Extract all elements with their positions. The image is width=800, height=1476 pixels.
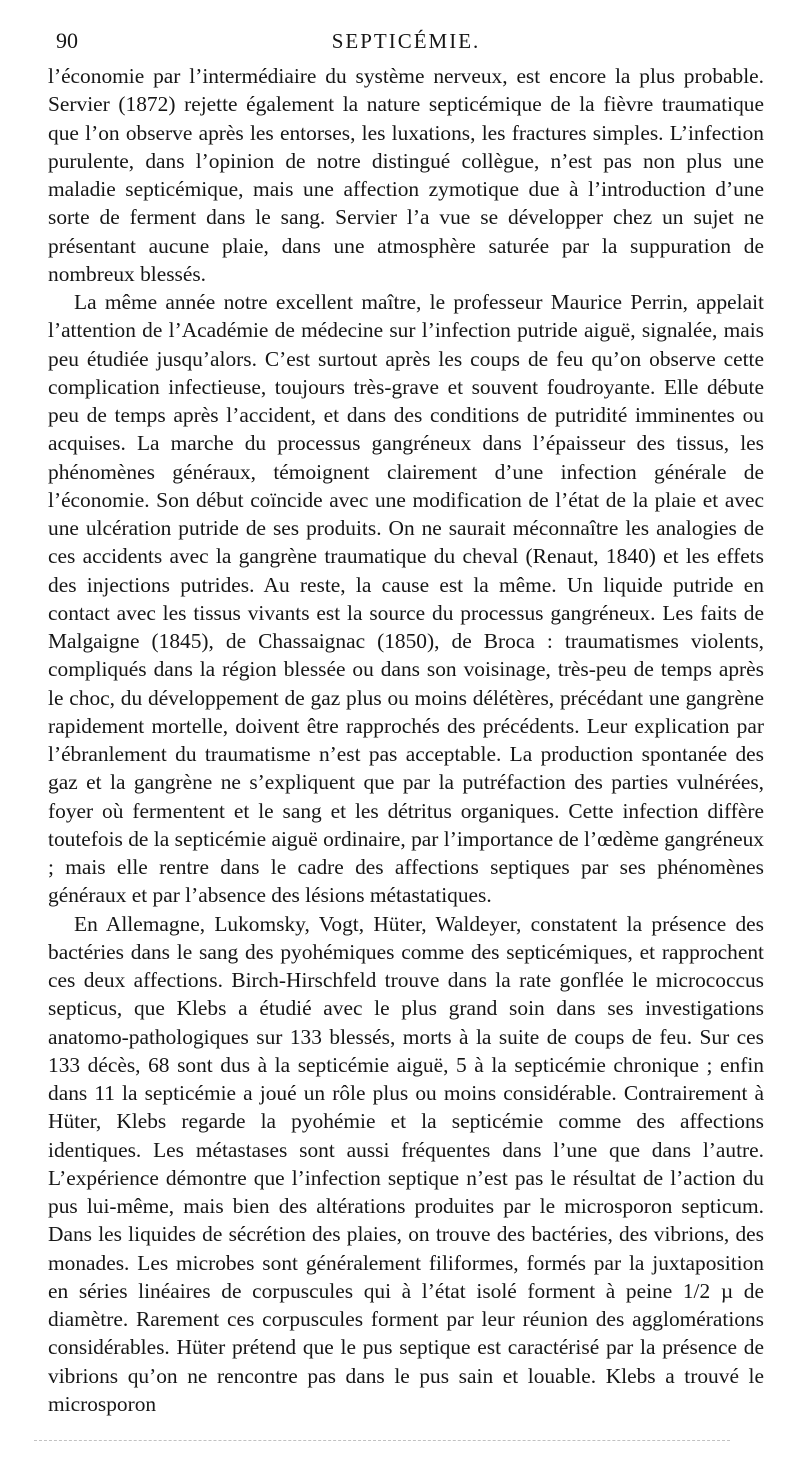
running-title: SEPTICÉMIE.: [331, 29, 481, 53]
body-text: [48, 62, 764, 1418]
paragraph-3: En Allemagne, Lukomsky, Vogt, Hüter, Waldeyer, constatent la présence des bactéries dans le sang des pyohémiques comme des septicémiques, et rapprochent ces deux affections. Birch-Hirschfeld trouve dans la rate gonflée le micrococcus septicus, que Klebs a étudié avec le plus grand soin dans ses investigations anatomo-pathologiques sur 133 blessés, morts à la suite de coups de feu. Sur ces 133 décès, 68 sont dus à la septicémie aiguë, 5 à la septicémie chronique ; enfin dans 11 la septicémie a joué un rôle plus ou moins considérable. Contrairement à Hüter, Klebs regarde la pyohémie et la septicémie comme des affections identiques. Les métastases sont aussi fréquentes dans l’une que dans l’autre. L’expérience démontre que l’infection septique n’est pas le résultat de l’action du pus lui-même, mais bien des altérations produites par le microsporon septicum. Dans les liquides de sécrétion des plaies, on trouve des bactéries, des vibrions, des monades. Les microbes sont généralement filiformes, formés par la juxtaposition en séries linéaires de corpuscules qui à l’état isolé forment à peine 1/2 µ de diamètre. Rarement ces corpuscules forment par leur réunion des agglomérations considérables. Hüter prétend que le pus septique est caractérisé par la présence de vibrions qu’on ne rencontre pas dans le pus sain et louable. Klebs a trouvé le microsporon: [48, 911, 764, 1416]
page-header: [48, 20, 764, 62]
footer-rule: [34, 1440, 730, 1441]
paragraph-2: La même année notre excellent maître, le professeur Maurice Perrin, appelait l’attention de l’Académie de médecine sur l’infection putride aiguë, signalée, mais peu étudiée jusqu’alors. C’est surtout après les coups de feu qu’on observe cette complication infectieuse, toujours très-grave et souvent foudroyante. Elle débute peu de temps après l’accident, et dans des conditions de putridité imminentes ou acquises. La marche du processus gangréneux dans l’épaisseur des tissus, les phénomènes généraux, témoignent clairement d’une infection générale de l’économie. Son début coïncide avec une modification de l’état de la plaie et avec une ulcération putride de ses produits. On ne saurait méconnaître les analogies de ces accidents avec la gangrène traumatique du cheval (Renaut, 1840) et les effets des injections putrides. Au reste, la cause est la même. Un liquide putride en contact avec les tissus vivants est la source du processus gangréneux. Les faits de Malgaigne (1845), de Chassaignac (1850), de Broca : traumatismes violents, compliqués dans la région blessée ou dans son voisinage, très-peu de temps après le choc, du développement de gaz plus ou moins délétères, précédant une gangrène rapidement mortelle, doivent être rapprochés des précédents. Leur explication par l’ébranlement du traumatisme n’est pas acceptable. La production spontanée des gaz et la gangrène ne s’expliquent que par la putréfaction des parties vulnérées, foyer où fermentent et le sang et les détritus organiques. Cette infection diffère toutefois de la septicémie aiguë ordinaire, par l’importance de l’œdème gangréneux ; mais elle rentre dans le cadre des affections septiques par ses phénomènes généraux et par l’absence des lésions métastatiques.: [48, 290, 764, 908]
page-number: 90: [56, 28, 78, 53]
document-page: [48, 20, 764, 1418]
paragraph-1: l’économie par l’intermédiaire du système nerveux, est encore la plus probable. Servier (1872) rejette également la nature septicémique de la fièvre traumatique que l’on observe après les entorses, les luxations, les fractures simples. L’infection purulente, dans l’opinion de notre distingué collègue, n’est pas non plus une maladie septicémique, mais une affection zymotique due à l’introduction d’une sorte de ferment dans le sang. Servier l’a vue se développer chez un sujet ne présentant aucune plaie, dans une atmosphère saturée par la suppuration de nombreux blessés.: [48, 64, 764, 286]
